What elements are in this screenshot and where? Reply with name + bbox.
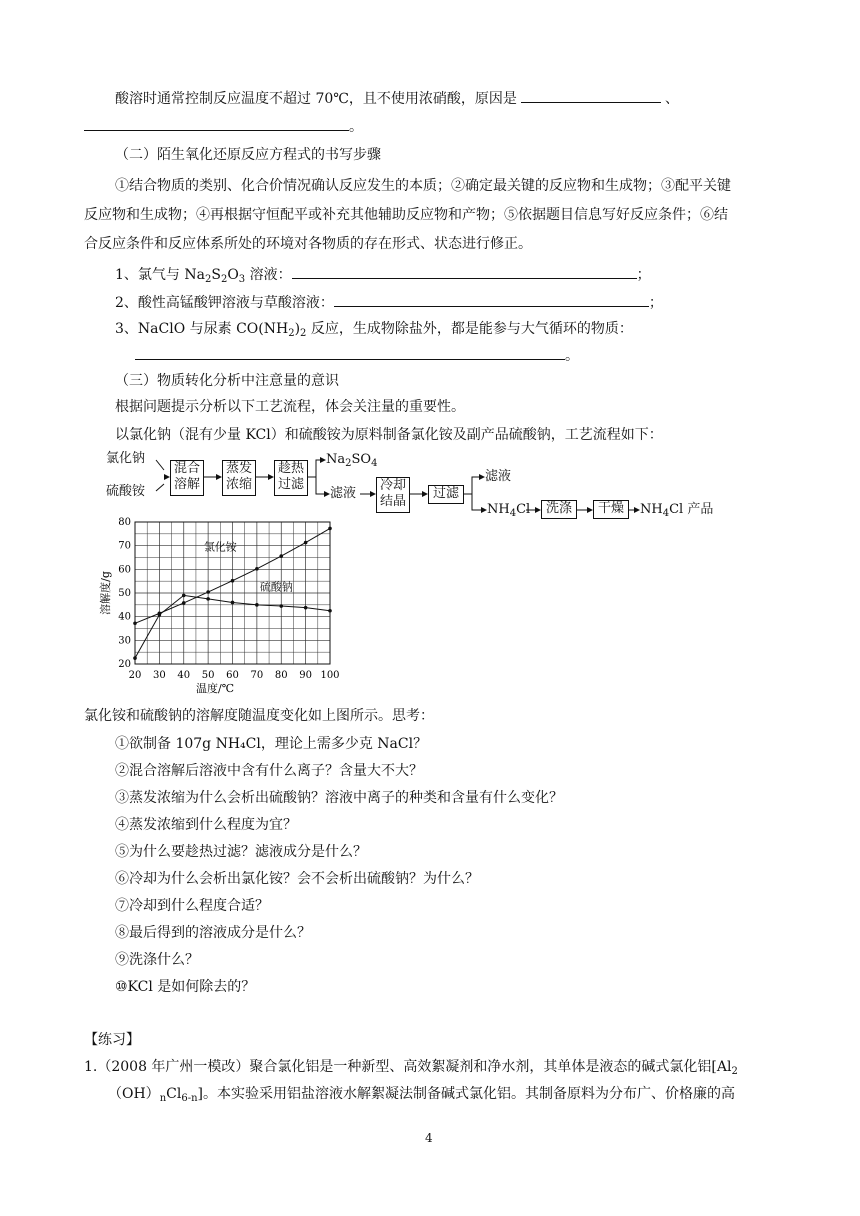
data-point	[255, 603, 259, 607]
data-point	[231, 601, 235, 605]
chem-text: Na	[326, 452, 346, 467]
y-tick-label: 50	[118, 588, 131, 599]
box-label: 结晶	[379, 494, 406, 509]
paragraph-line: 以氯化钠（混有少量 KCl）和硫酸铵为原料制备氯化铵及副产品硫酸钠，工艺流程如下：	[115, 427, 663, 443]
question-item: ⑩KCl 是如何除去的？	[115, 979, 256, 995]
box-label: 冷却	[379, 478, 406, 493]
box-label: 趁热	[277, 461, 304, 476]
chem-sub: 4	[371, 458, 378, 469]
chem-text: Cl	[516, 502, 531, 517]
paragraph-line: 根据问题提示分析以下工艺流程，体会关注量的重要性。	[115, 399, 465, 415]
x-tick-label: 100	[320, 670, 340, 681]
filtrate-2: 滤液	[485, 469, 512, 484]
chem-sub: 4	[662, 508, 670, 519]
chem-text: SO	[351, 452, 372, 467]
box-label: 混合	[173, 461, 200, 476]
ex-sub: n	[159, 1093, 167, 1104]
box-label: 蒸发	[225, 461, 252, 476]
arrow-nh4cl	[472, 494, 486, 510]
q-sub: 2	[220, 274, 228, 285]
question-item: ④蒸发浓缩到什么程度为宜？	[115, 817, 297, 833]
section-title: （三）物质转化分析中注意量的意识	[115, 373, 339, 389]
y-tick-label: 70	[118, 540, 131, 552]
x-tick-label: 60	[226, 670, 239, 681]
step-dry: 干燥	[593, 500, 629, 519]
filtrate-1: 滤液	[330, 486, 357, 501]
x-tick-label: 80	[274, 670, 288, 681]
q-text: ；	[636, 267, 651, 283]
exercise-line	[84, 1057, 738, 1082]
q-text: ；	[648, 295, 663, 311]
q-text: 。	[565, 348, 579, 364]
ex-text: ]。本实验采用铝盐溶液水解絮凝法制备碱式氯化铝。其制备原料为分布广、价格廉的高	[197, 1086, 735, 1102]
question-item: ⑨洗涤什么？	[115, 952, 199, 968]
step-filter: 过滤	[428, 485, 464, 504]
line-text: 。	[349, 119, 363, 135]
paragraph-line: ①结合物质的类别、化合价情况确认反应发生的本质；②确定最关键的反应物和生成物；③配平关键	[115, 178, 731, 194]
box-label: 溶解	[173, 477, 200, 492]
page-number: 4	[425, 1131, 433, 1145]
y-tick-label: 40	[118, 611, 131, 623]
arrow-na2so4	[308, 460, 325, 477]
ex-text: 1.（2008 年广州一模改）聚合氯化铝是一种新型、高效絮凝剂和净水剂，其单体是液态的碱式氯化铝[Al	[84, 1059, 732, 1075]
q-text: )	[294, 321, 301, 337]
arrow-filtrate2	[464, 477, 484, 494]
paragraph-line: 氯化铵和硫酸钠的溶解度随温度变化如上图所示。思考：	[84, 708, 434, 724]
x-tick-label: 50	[201, 670, 215, 681]
q-text: O	[227, 267, 239, 283]
box-label: 过滤	[277, 477, 304, 492]
y-axis-label: 溶解度/g	[99, 571, 112, 615]
y-tick-label: 30	[118, 635, 131, 647]
question-item: ⑦冷却到什么程度合适？	[115, 898, 269, 914]
y-tick-label: 20	[118, 659, 131, 670]
data-point	[158, 613, 162, 617]
data-point	[328, 527, 332, 531]
x-axis-label: 温度/℃	[195, 682, 235, 695]
data-point	[206, 590, 210, 594]
y-tick-label: 60	[118, 564, 131, 576]
input-ammonium-sulfate: 硫酸铵	[106, 484, 146, 499]
q-text: S	[211, 267, 221, 283]
data-point	[206, 597, 210, 601]
solubility-chart	[95, 512, 345, 702]
arrow-in2	[156, 484, 164, 491]
question-item: ③蒸发浓缩为什么会析出硫酸钠？溶液中离子的种类和含量有什么变化？	[115, 790, 563, 806]
flow-arrows	[0, 0, 860, 530]
paragraph-line: 反应物和生成物；④再根据守恒配平或补充其他辅助反应物和产物；⑤依据题目信息写好反应条件；⑥结	[84, 207, 728, 223]
x-tick-label: 30	[153, 670, 166, 681]
series-label: 氯化铵	[203, 540, 237, 554]
arrow-in1	[156, 460, 164, 470]
q-sub: 2	[204, 274, 212, 285]
ex-text: Cl	[166, 1086, 182, 1102]
data-point	[133, 656, 137, 660]
step-wash: 洗涤	[541, 500, 577, 519]
x-tick-label: 90	[299, 670, 312, 681]
q-sub: 3	[238, 274, 246, 285]
data-point	[304, 541, 308, 545]
q-sub: 2	[300, 328, 307, 339]
section-title: （二）陌生氧化还原反应方程式的书写步骤	[115, 147, 381, 163]
q-sub: 2	[288, 328, 295, 339]
question-item: ⑥冷却为什么会析出氯化铵？会不会析出硫酸钠？为什么？	[115, 871, 479, 887]
chem-text: Cl 产品	[669, 502, 714, 517]
line-text: 酸溶时通常控制反应温度不超过 70℃，且不使用浓硝酸，原因是	[115, 91, 517, 107]
x-tick-label: 70	[250, 670, 264, 681]
question-item: ①欲制备 107g NH₄Cl，理论上需多少克 NaCl？	[115, 736, 428, 752]
chem-sub: 4	[509, 508, 517, 519]
question-item: ⑧最后得到的溶液成分是什么？	[115, 925, 311, 941]
data-point	[279, 604, 283, 608]
data-point	[279, 554, 283, 558]
exercise-line	[108, 1084, 735, 1109]
data-point	[231, 579, 235, 583]
ex-sub: 2	[731, 1066, 738, 1077]
q-text: 溶液：	[245, 267, 292, 283]
data-point	[255, 567, 259, 571]
chem-sub: 2	[345, 458, 352, 469]
ex-text: （OH）	[108, 1086, 160, 1102]
x-tick-label: 40	[177, 670, 191, 681]
exercise-title: 【练习】	[84, 1032, 140, 1048]
data-point	[182, 594, 186, 598]
y-tick-label: 80	[118, 517, 131, 528]
data-point	[182, 601, 186, 605]
q-text: 反应，生成物除盐外，都是能参与大气循环的物质：	[306, 321, 633, 337]
box-label: 浓缩	[225, 477, 252, 492]
x-tick-label: 20	[128, 670, 142, 681]
ex-sub: 6-n	[181, 1093, 198, 1104]
chem-text: NH	[640, 502, 663, 517]
question-item: ②混合溶解后溶液中含有什么离子？含量大不大？	[115, 763, 423, 779]
input-nacl: 氯化钠	[106, 451, 146, 466]
chem-text: NH	[487, 502, 510, 517]
question-item: ⑤为什么要趁热过滤？滤液成分是什么？	[115, 844, 367, 860]
q-text: 3、NaClO 与尿素 CO(NH	[115, 321, 289, 337]
q-text: 1、氯气与 Na	[115, 267, 205, 283]
q-text: 2、酸性高锰酸钾溶液与草酸溶液：	[115, 295, 334, 311]
data-point	[328, 609, 332, 613]
data-point	[304, 606, 308, 610]
paragraph-line: 合反应条件和反应体系所处的环境对各物质的存在形式、状态进行修正。	[84, 236, 532, 252]
series-label: 硫酸钠	[259, 580, 293, 594]
data-point	[133, 621, 137, 625]
line-text: 、	[664, 91, 679, 107]
arrow-filtrate	[316, 477, 329, 494]
